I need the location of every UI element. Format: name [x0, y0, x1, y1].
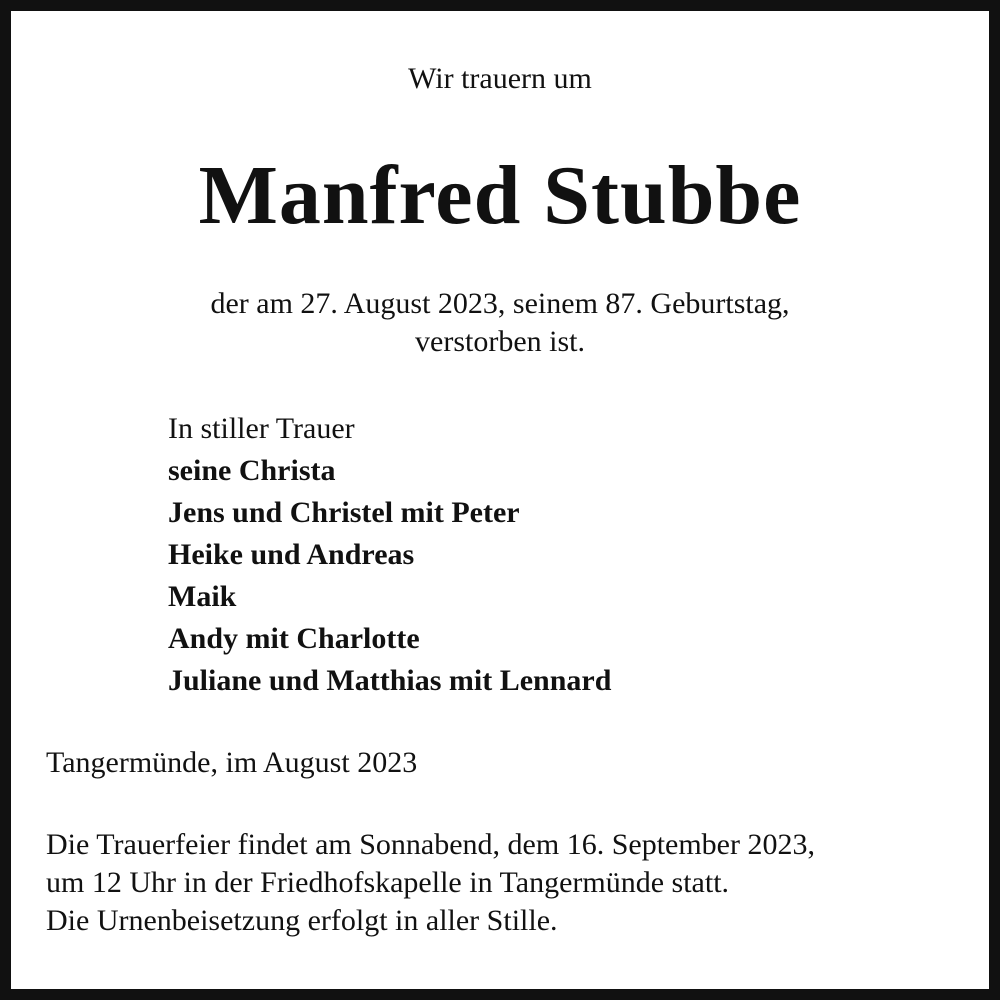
- mourner-name: Juliane und Matthias mit Lennard: [168, 664, 612, 697]
- mourner-name: seine Christa: [168, 454, 336, 487]
- death-info-line-2: verstorben ist.: [415, 325, 585, 358]
- mourner-name: Maik: [168, 580, 237, 613]
- death-info-line-1: der am 27. August 2023, seinem 87. Geburtstag,: [210, 287, 790, 320]
- intro-text: Wir trauern um: [408, 62, 592, 95]
- funeral-line: Die Trauerfeier findet am Sonnabend, dem 16. September 2023,: [46, 828, 815, 861]
- mourner-name: Andy mit Charlotte: [168, 622, 420, 655]
- deceased-name: Manfred Stubbe: [198, 149, 802, 242]
- mourners-list: [168, 408, 611, 702]
- mourner-name: Jens und Christel mit Peter: [168, 496, 520, 529]
- place-and-date: Tangermünde, im August 2023: [46, 746, 418, 779]
- mourner-name: Heike und Andreas: [168, 538, 415, 571]
- funeral-details: [46, 826, 815, 940]
- funeral-line: Die Urnenbeisetzung erfolgt in aller Stille.: [46, 904, 558, 937]
- funeral-line: um 12 Uhr in der Friedhofskapelle in Tangermünde statt.: [46, 866, 730, 899]
- mourning-intro: In stiller Trauer: [168, 412, 355, 445]
